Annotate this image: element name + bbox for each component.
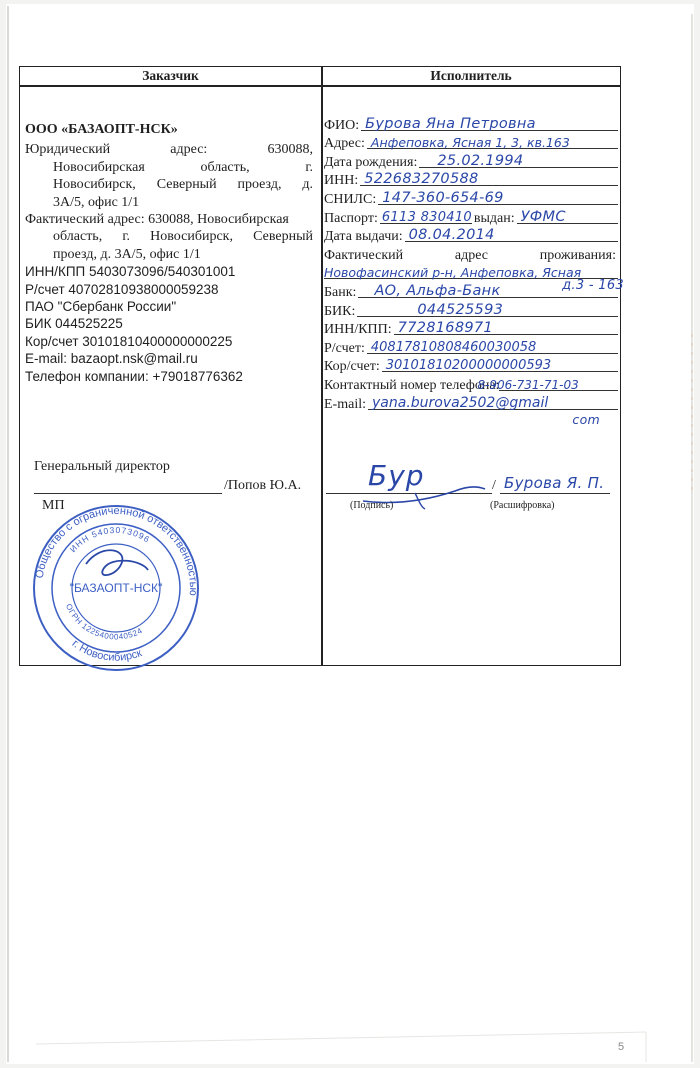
customer-account: Р/счет 40702810938000059238	[25, 281, 219, 297]
email-value: yana.burova2502@gmail	[372, 394, 549, 411]
issue-date-row	[324, 227, 620, 246]
fio-label: ФИО:	[324, 117, 360, 133]
birth-field	[419, 154, 618, 168]
customer-org-name: ООО «БАЗАОПТ-НСК»	[25, 122, 178, 137]
inn-kpp-row	[324, 320, 620, 339]
legal-region: Новосибирская	[53, 159, 145, 175]
inn-row	[324, 171, 620, 190]
email-row	[324, 394, 620, 413]
bank-label: Банк:	[324, 284, 357, 300]
passport-label: Паспорт:	[324, 210, 378, 226]
seal-inn-text: ИНН 5403073096	[67, 524, 153, 555]
birth-value: 25.02.1994	[437, 152, 524, 169]
birth-label: Дата рождения:	[324, 154, 418, 170]
passport-row	[324, 208, 620, 227]
signature-slash: /	[492, 478, 496, 493]
snils-field	[378, 191, 618, 205]
account-value: 40817810808460030058	[370, 339, 537, 355]
margin-marks	[689, 334, 695, 494]
customer-bik: БИК 044525225	[25, 316, 123, 332]
seal-ogrn-text: ОГРН 1225400040524	[63, 602, 145, 642]
issue-date-value: 08.04.2014	[408, 227, 495, 244]
inn-kpp-value: 7728168971	[397, 320, 493, 337]
email-label: E-mail:	[324, 396, 366, 412]
customer-phone: Телефон компании: +79018776362	[25, 368, 243, 384]
seal-city-text: г. Новосибирск	[69, 637, 144, 664]
email-field	[368, 396, 618, 410]
document-page	[6, 4, 694, 1064]
legal-address-line3: Новосибирск, Северный проезд, д.	[53, 177, 313, 193]
contractor-header: Исполнитель	[430, 68, 512, 83]
phone-value: 8-906-731-71-03	[477, 377, 579, 392]
snils-label: СНИЛС:	[324, 191, 377, 207]
passport-field	[380, 210, 472, 224]
passport-value: 6113 830410	[381, 209, 473, 225]
email-value-2: com	[572, 411, 600, 427]
bik-field	[357, 303, 618, 317]
company-seal	[30, 504, 202, 672]
inn-field	[360, 172, 618, 186]
corr-value: 30101810200000000593	[385, 358, 552, 374]
page-number: 5	[618, 1041, 625, 1053]
corr-row	[324, 357, 620, 376]
actual-address-line3: проезд, д. 3А/5, офис 1/1	[53, 246, 201, 262]
issued-by-label: выдан:	[473, 210, 515, 226]
legal-address-line2	[25, 159, 313, 176]
legal-address-line4: 3А/5, офис 1/1	[53, 194, 140, 210]
issued-by-field	[517, 210, 618, 224]
actual-address-line1: Фактический адрес: 630088, Новосибирская	[25, 212, 289, 228]
inn-kpp-field	[394, 321, 618, 335]
decoding-caption: (Расшифровка)	[490, 500, 555, 511]
contractor-signature: Бур	[368, 459, 425, 492]
inn-value: 522683270588	[364, 171, 479, 188]
director-signature-line	[34, 493, 222, 494]
legal-city-abbr: г.	[305, 159, 314, 175]
issue-date-field	[405, 228, 618, 242]
customer-email: E-mail: bazaopt.nsk@mail.ru	[25, 351, 198, 367]
address-field	[367, 135, 618, 149]
actual-addr-label-b: адрес	[454, 247, 488, 263]
bank-value: АО, Альфа-Банк	[374, 282, 501, 299]
director-signature-scribble	[86, 550, 148, 575]
signature-caption: (Подпись)	[350, 500, 394, 511]
inn-label: ИНН:	[324, 173, 359, 189]
phone-field	[477, 377, 618, 392]
issue-date-label: Дата выдачи:	[324, 229, 403, 245]
issued-by-value: УФМС	[520, 208, 566, 225]
contractor-decoding: Бурова Я. П.	[504, 474, 605, 492]
seal-label: МП	[42, 498, 65, 513]
seal-name-text: "БАЗАОПТ-НСК"	[69, 581, 163, 595]
fio-value: Бурова Яна Петровна	[365, 115, 536, 132]
customer-details	[25, 121, 313, 385]
actual-address-line2: область, г. Новосибирск, Северный	[53, 229, 313, 245]
legal-address-label: Юридический	[25, 142, 111, 158]
legal-address-line1	[25, 141, 313, 158]
account-row	[324, 338, 620, 357]
seal-outer-text: Общество с ограниченной ответственностью	[33, 504, 200, 597]
birth-row	[324, 152, 620, 171]
legal-address-zip: 630088,	[267, 142, 313, 158]
address-row	[324, 134, 620, 153]
actual-addr-label-c: проживания:	[539, 247, 616, 263]
legal-region-word: область,	[200, 159, 250, 175]
fio-field	[361, 117, 618, 131]
corr-field	[382, 358, 618, 372]
bik-row	[324, 301, 620, 320]
customer-corr-account: Кор/счет 30101810400000000225	[25, 333, 233, 349]
director-title: Генеральный директор	[34, 459, 170, 474]
header-divider	[20, 85, 620, 87]
customer-header: Заказчик	[142, 68, 199, 83]
fio-row	[324, 115, 620, 134]
snils-value: 147-360-654-69	[382, 189, 504, 206]
account-field	[367, 340, 618, 354]
contractor-details	[324, 115, 624, 427]
corr-label: Кор/счет:	[324, 359, 380, 375]
phone-row	[324, 375, 620, 394]
inn-kpp-label: ИНН/КПП:	[324, 322, 392, 338]
column-divider	[321, 67, 323, 665]
actual-addr-label-a: Фактический	[324, 247, 404, 263]
actual-address-value: Новофасинский р-н, Анфеповка, Ясная	[324, 265, 582, 281]
bik-value: 044525593	[417, 301, 504, 318]
email-row-2	[324, 413, 620, 427]
director-signatory: /Попов Ю.А.	[224, 478, 302, 493]
phone-label: Контактный номер телефона:	[324, 377, 500, 393]
bank-row	[324, 277, 624, 301]
actual-address-value-2: д.3 - 163	[562, 277, 624, 293]
bank-field	[358, 277, 624, 299]
account-label: Р/счет:	[324, 340, 365, 356]
customer-bank: ПАО "Сбербанк России"	[25, 299, 177, 315]
bik-label: БИК:	[324, 303, 356, 319]
snils-row	[324, 189, 620, 208]
customer-inn-kpp: ИНН/КПП 5403073096/540301001	[25, 264, 236, 280]
legal-address-word: адрес:	[170, 142, 208, 158]
contractor-decoding-line	[500, 493, 610, 494]
address-label: Адрес:	[324, 136, 365, 152]
address-value: Анфеповка, Ясная 1, 3, кв.163	[370, 135, 570, 151]
actual-address-label-row	[324, 245, 620, 264]
